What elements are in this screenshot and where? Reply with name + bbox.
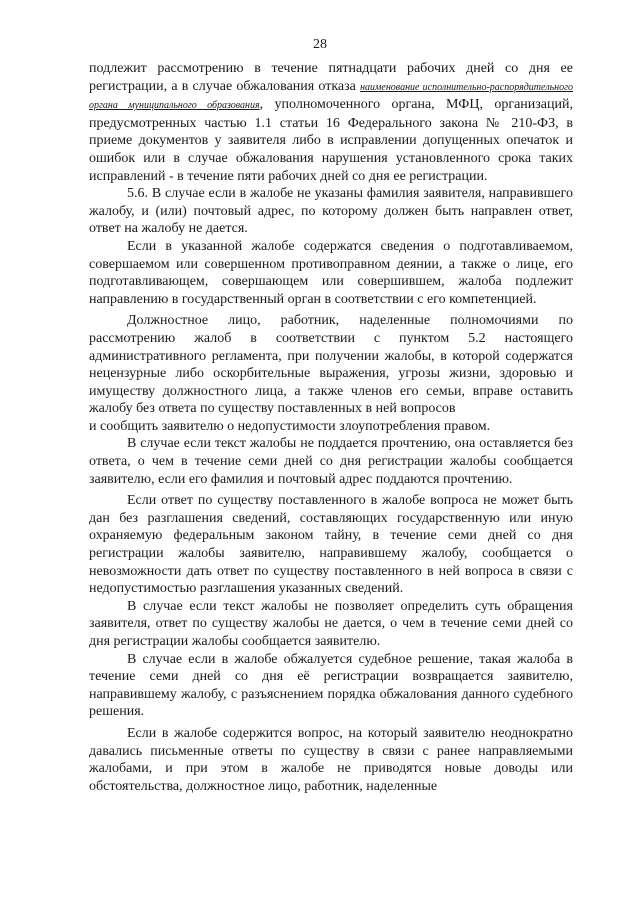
paragraph-state-secret: Если ответ по существу поставленного в жалобе вопроса не может быть дан без разглашения сведений, составляющих государственную или иную охраняемую федеральным законом тайну, в течение семи дней со дня регистрации жалобы заявителю, направившему жалобу, сообщается о невозможности дать ответ по существу поставленного в ней вопроса в связи с недопустимостью разглашения указанных сведений. — [89, 493, 573, 597]
paragraph-abuse-notice: и сообщить заявителю о недопустимости злоупотребления правом. — [89, 418, 491, 434]
authority-name-placeholder: наименование исполнительно-распорядительного органа муниципального образования — [89, 81, 573, 112]
paragraph-unreadable: В случае если текст жалобы не поддается прочтению, она оставляется без ответа, о чем в течение семи дней со дня регистрации жалобы сообщается заявителю, если его фамилия и почтовый адрес поддаются прочтению. — [89, 436, 573, 487]
paragraph-text: подлежит рассмотрению в течение пятнадцати рабочих дней со дня ее регистрации, а в случае обжалования отказа — [89, 61, 573, 94]
paragraph-5-6: 5.6. В случае если в жалобе не указаны фамилия заявителя, направившего жалобу, и (или) почтовый адрес, по которому должен быть направлен ответ, ответ на жалобу не дается. — [89, 186, 573, 237]
paragraph-court-decision: В случае если в жалобе обжалуется судебное решение, такая жалоба в течение семи дней со дня её регистрации возвращается заявителю, направившему жалобу, с разъяснением порядка обжалования данного судебного решения. — [89, 651, 573, 720]
page-number: 28 — [313, 37, 327, 52]
document-body — [89, 60, 573, 795]
paragraph-obscene-complaint: Должностное лицо, работник, наделенные полномочиями по рассмотрению жалоб в соответствии с пунктом 5.2 настоящего административного регламента, при получении жалобы, в которой содержатся нецензурные либо оскорбительные выражения, угрозы жизни, здоровью и имуществу должностного лица, а также членов его семьи, вправе оставить жалобу без ответа по существу поставленных в ней вопросов — [89, 313, 573, 417]
paragraph-text: , уполномоченного органа, МФЦ, организаций, предусмотренных частью 1.1 статьи 16 Федерального закона № 210-ФЗ, в приеме документов у заявителя либо в исправлении допущенных опечаток и ошибок или в случае обжалования нарушения установленного срока таких исправлений - в течение пяти рабочих дней со дня ее регистрации. — [89, 97, 573, 184]
paragraph-criminal-info: Если в указанной жалобе содержатся сведения о подготавливаемом, совершаемом или совершенном противоправном деянии, а также о лице, его подготавливающем, совершающем или совершившем, жалоба подлежит направлению в государственный орган в соответствии с его компетенцией. — [89, 238, 573, 307]
paragraph-continuation — [89, 60, 573, 185]
paragraph-repeated-question: Если в жалобе содержится вопрос, на который заявителю неоднократно давались письменные ответы по существу в связи с ранее направляемыми жалобами, и при этом в жалобе не приводятся новые доводы или обстоятельства, должностное лицо, работник, наделенные — [89, 725, 573, 794]
paragraph-unclear-essence: В случае если текст жалобы не позволяет определить суть обращения заявителя, ответ по существу жалобы не дается, о чем в течение семи дней со дня регистрации жалобы сообщается заявителю. — [89, 598, 573, 649]
